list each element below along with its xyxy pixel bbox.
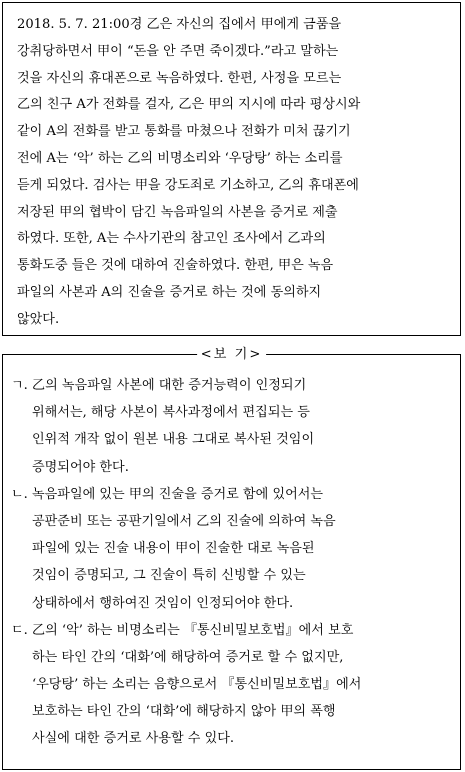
item-line: 인위적 개작 없이 원본 내용 그대로 복사된 것임이 [32, 432, 315, 448]
case-line: 파일의 사본과 A의 진술을 증거로 하는 것에 동의하지 [17, 284, 322, 300]
item-line: 상태하에서 행하여진 것임이 인정되어야 한다. [32, 595, 294, 611]
item-line: 사실에 대한 증거로 사용할 수 있다. [32, 731, 235, 747]
case-facts-box [2, 2, 461, 336]
item-line: 乙의 ‘악’ 하는 비명소리는 『통신비밀보호법』에서 보호 [32, 622, 354, 638]
item-marker: ㄴ. [11, 486, 28, 502]
bogi-box [2, 347, 461, 770]
case-line: 乙의 친구 A가 전화를 걸자, 乙은 甲의 지시에 따라 평상시와 [17, 97, 361, 113]
case-line: 전에 A는 ‘악’ 하는 乙의 비명소리와 ‘우당탕’ 하는 소리를 [17, 150, 343, 166]
case-line: 하였다. 또한, A는 수사기관의 참고인 조사에서 乙과의 [17, 231, 326, 247]
item-line: 보호하는 타인 간의 ‘대화’에 해당하지 않아 甲의 폭행 [32, 704, 336, 720]
item-line: 乙의 녹음파일 사본에 대한 증거능력이 인정되기 [32, 378, 307, 393]
item-marker: ㄷ. [11, 622, 28, 638]
item-line: 증명되어야 한다. [32, 459, 129, 475]
bogi-item-gi [11, 372, 454, 481]
case-line: 않았다. [17, 311, 60, 327]
case-line: 같이 A의 전화를 받고 통화를 마쳤으나 전화가 미처 끊기기 [17, 124, 351, 140]
item-line: ‘우당탕’ 하는 소리는 음향으로서 『통신비밀보호법』에서 [32, 677, 362, 693]
case-line: 2018. 5. 7. 21:00경 乙은 자신의 집에서 甲에게 금품을 [17, 17, 342, 32]
item-line: 하는 타인 간의 ‘대화’에 해당하여 증거로 할 수 없지만, [32, 649, 344, 665]
item-line: 위해서는, 해당 사본이 복사과정에서 편집되는 등 [32, 405, 310, 421]
case-line: 강취당하면서 甲이 “돈을 안 주면 죽이겠다.”라고 말하는 [17, 43, 339, 59]
bogi-item-digeut [11, 617, 454, 753]
bogi-title: <보 기> [197, 345, 267, 365]
item-line: 파일에 있는 진술 내용이 甲이 진술한 대로 녹음된 [32, 541, 315, 557]
item-line: 공판준비 또는 공판기일에서 乙의 진술에 의하여 녹음 [32, 513, 336, 529]
item-line: 녹음파일에 있는 甲의 진술을 증거로 함에 있어서는 [32, 486, 324, 502]
case-line: 듣게 되었다. 검사는 甲을 강도죄로 기소하고, 乙의 휴대폰에 [17, 177, 359, 193]
bogi-item-nieun [11, 481, 454, 617]
item-marker: ㄱ. [11, 378, 28, 393]
item-line: 것임이 증명되고, 그 진술이 특히 신빙할 수 있는 [32, 568, 306, 584]
case-line: 통화도중 들은 것에 대하여 진술하였다. 한편, 甲은 녹음 [17, 258, 334, 274]
case-line: 것을 자신의 휴대폰으로 녹음하였다. 한편, 사정을 모르는 [17, 70, 342, 86]
case-line: 저장된 甲의 협박이 담긴 녹음파일의 사본을 증거로 제출 [17, 204, 338, 220]
